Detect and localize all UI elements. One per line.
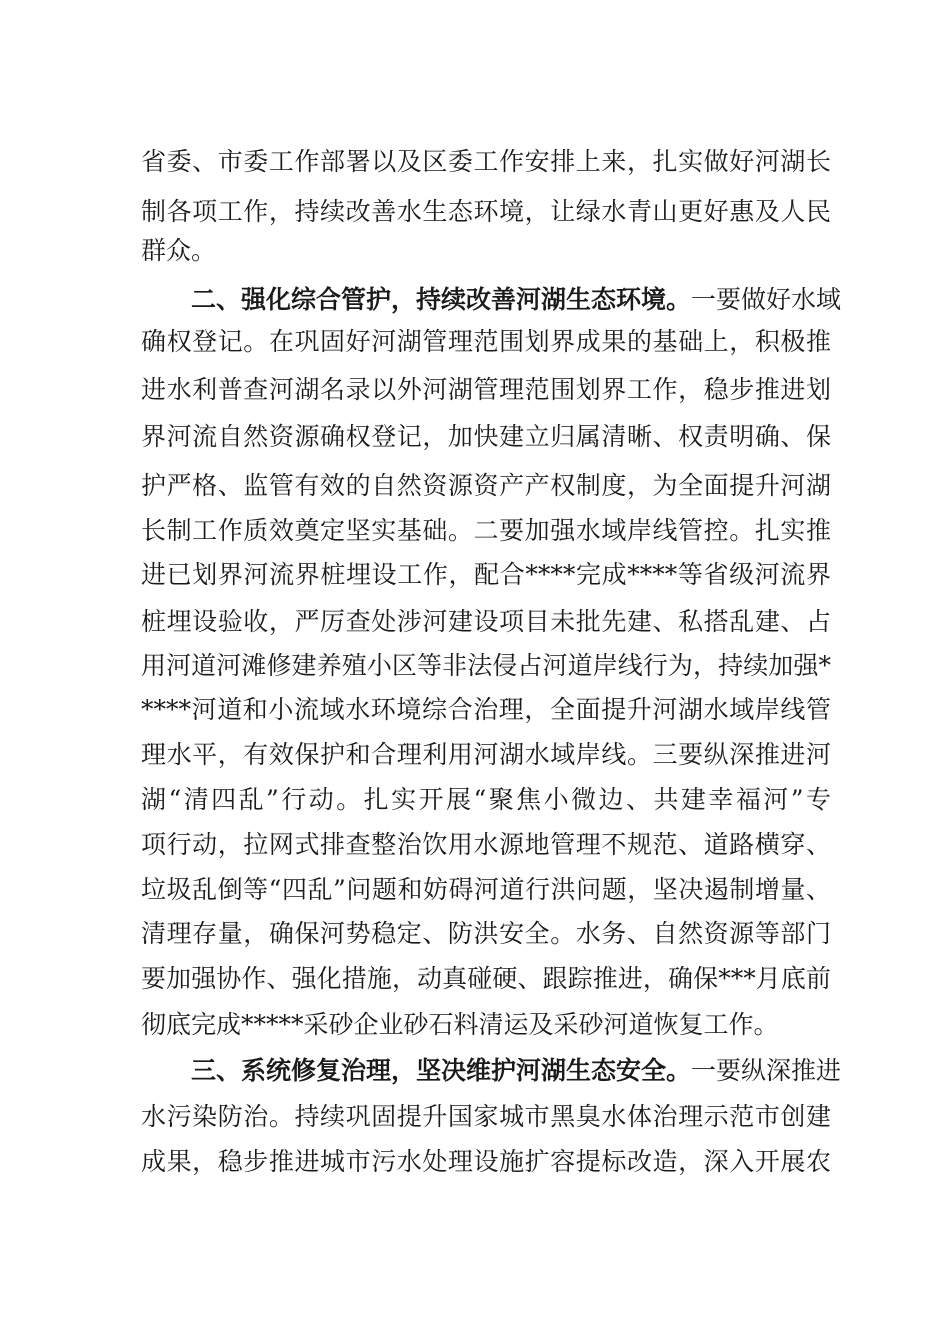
intro-line-3: 群众。 xyxy=(141,236,217,265)
section2-first-line xyxy=(141,280,842,320)
section2-line: 要加强协作、强化措施，动真碰硬、跟踪推进，确保***月底前 xyxy=(141,964,831,993)
section2-line: 进已划界河流界桩埋设工作，配合****完成****等省级河流界 xyxy=(141,560,831,589)
section2-line: 理水平，有效保护和合理利用河湖水域岸线。三要纵深推进河 xyxy=(141,740,831,769)
section2-line: 进水利普查河湖名录以外河湖管理范围划界工作，稳步推进划 xyxy=(141,375,831,404)
section2-line: ****河道和小流域水环境综合治理，全面提升河湖水域岸线管 xyxy=(141,695,831,724)
section2-heading: 二、强化综合管护，持续改善河湖生态环境。 xyxy=(191,285,692,314)
intro-line-1: 省委、市委工作部署以及区委工作安排上来，扎实做好河湖长 xyxy=(141,147,831,176)
intro-line-2: 制各项工作，持续改善水生态环境，让绿水青山更好惠及人民 xyxy=(141,197,831,226)
section2-line: 彻底完成*****采砂企业砂石料清运及采砂河道恢复工作。 xyxy=(141,1010,779,1039)
section3-line: 成果，稳步推进城市污水处理设施扩容提标改造，深入开展农 xyxy=(141,1147,831,1176)
section2-line: 垃圾乱倒等“四乱”问题和妨碍河道行洪问题，坚决遏制增量、 xyxy=(141,875,831,904)
section2-first-line-rest: 一要做好水域 xyxy=(691,285,842,314)
section2-line: 确权登记。在巩固好河湖管理范围划界成果的基础上，积极推 xyxy=(141,327,831,356)
section2-line: 界河流自然资源确权登记，加快建立归属清晰、权责明确、保 xyxy=(141,422,831,451)
section2-line: 项行动，拉网式排查整治饮用水源地管理不规范、道路横穿、 xyxy=(141,830,831,859)
section2-line: 护严格、监管有效的自然资源资产产权制度，为全面提升河湖 xyxy=(141,471,831,500)
section3-heading: 三、系统修复治理，坚决维护河湖生态安全。 xyxy=(191,1056,692,1085)
section2-line: 用河道河滩修建养殖小区等非法侵占河道岸线行为，持续加强* xyxy=(141,651,831,680)
section3-first-line-rest: 一要纵深推进 xyxy=(691,1056,842,1085)
section2-line: 清理存量，确保河势稳定、防洪安全。水务、自然资源等部门 xyxy=(141,919,831,948)
section2-line: 桩埋设验收，严厉查处涉河建设项目未批先建、私搭乱建、占 xyxy=(141,607,831,636)
section2-line: 湖“清四乱”行动。扎实开展“聚焦小微边、共建幸福河”专 xyxy=(141,785,831,814)
section3-line: 水污染防治。持续巩固提升国家城市黑臭水体治理示范市创建 xyxy=(141,1102,831,1131)
section3-first-line xyxy=(141,1051,842,1091)
section2-line: 长制工作质效奠定坚实基础。二要加强水域岸线管控。扎实推 xyxy=(141,516,831,545)
